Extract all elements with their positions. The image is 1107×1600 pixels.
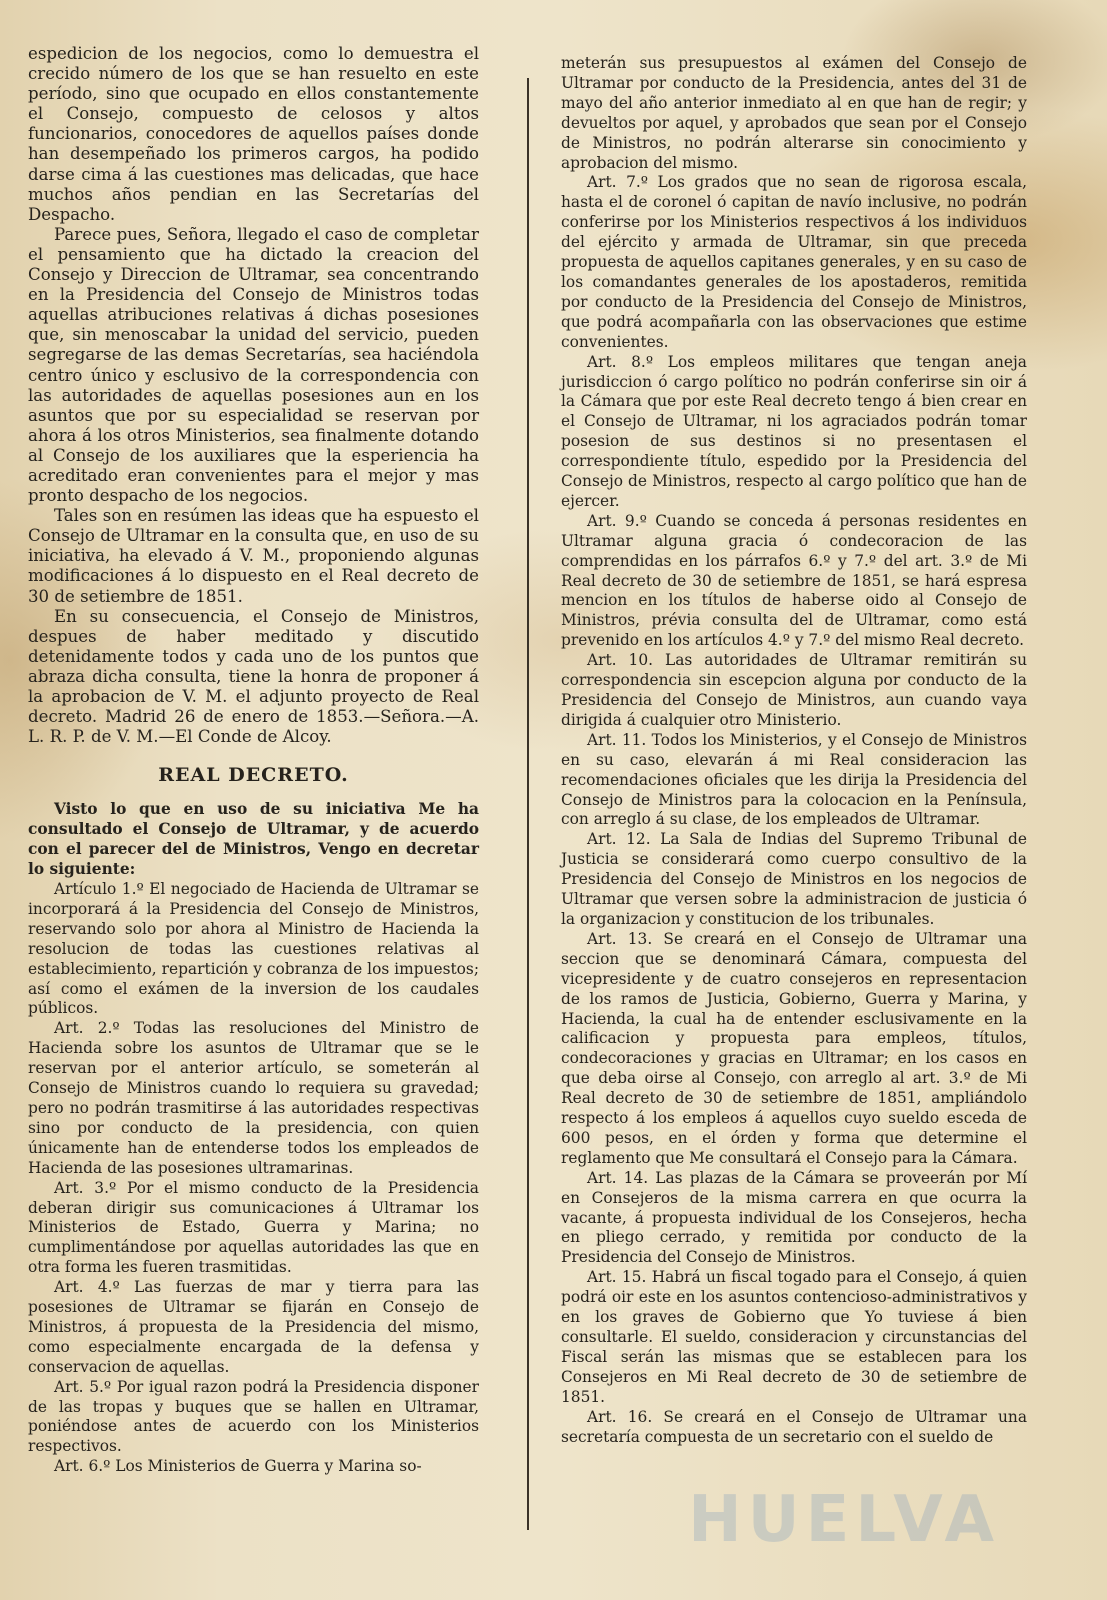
column-divider xyxy=(527,78,529,1530)
decree-article: Art. 2.º Todas las resoluciones del Ministro de Hacienda sobre los asuntos de Ultramar que se le reservan por el anterior artículo, se someterán al Consejo de Ministros cuando lo requiera su gravedad; pero no podrán trasmitirse á las autoridades respectivas sino por conducto de la presidencia, con quien únicamente han de entenderse todos los empleados de Hacienda de las posesiones ultramarinas. xyxy=(28,1019,479,1177)
paragraph: Parece pues, Señora, llegado el caso de completar el pensamiento que ha dictado la creacion del Consejo y Direccion de Ultramar, sea concentrando en la Presidencia del Consejo de Ministros todas aquellas atribuciones relativas á dichas posesiones que, sin menoscabar la unidad del servicio, pueden segregarse de las demas Secretarías, sea haciéndola centro único y esclusivo de la correspondencia con las autoridades de aquellas posesiones aun en los asuntos que por su especialidad se reservan por ahora á los otros Ministerios, sea finalmente dotando al Consejo de los auxiliares que la esperiencia ha acreditado eran convenientes para el mejor y mas pronto despacho de los negocios. xyxy=(28,224,479,506)
decree-article: Art. 11. Todos los Ministerios, y el Consejo de Ministros en su caso, elevarán á mi Real consideracion las recomendaciones oficiales que les dirija la Presidencia del Consejo de Ministros para la colocacion en la Península, con arreglo á su clase, de los empleados de Ultramar. xyxy=(561,730,1027,829)
decree-article: Art. 8.º Los empleos militares que tengan aneja jurisdiccion ó cargo político no podrán conferirse sin oir á la Cámara que por este Real decreto tengo á bien crear en el Consejo de Ultramar, ni los agraciados podrán tomar posesion de sus destinos si no presentasen el correspondiente título, espedido por la Presidencia del Consejo de Ministros, respecto al cargo político que han de ejercer. xyxy=(561,352,1027,510)
decree-article: Art. 6.º Los Ministerios de Guerra y Marina so- xyxy=(54,1457,422,1476)
section-heading: REAL DECRETO. xyxy=(158,764,349,787)
decree-article: Artículo 1.º El negociado de Hacienda de Ultramar se incorporará á la Presidencia del Consejo de Ministros, reservando solo por ahora al Ministro de Hacienda la resolucion de todas las cuestiones relativas al establecimiento, repartición y cobranza de los impuestos; así como el exámen de la inversion de los caudales públicos. xyxy=(28,880,479,1018)
paragraph: En su consecuencia, el Consejo de Ministros, despues de haber meditado y discutido detenidamente todos y cada uno de los puntos que abraza dicha consulta, tiene la honra de proponer á la aprobacion de V. M. el adjunto proyecto de Real decreto. Madrid 26 de enero de 1853.—Señora.—A. L. R. P. de V. M.—El Conde de Alcoy. xyxy=(28,606,479,747)
right-column xyxy=(561,54,1027,1447)
paragraph: Tales son en resúmen las ideas que ha espuesto el Consejo de Ultramar en la consulta que, en uso de su iniciativa, ha elevado á V. M., proponiendo algunas modificaciones á lo dispuesto en el Real decreto de 30 de setiembre de 1851. xyxy=(28,506,479,606)
decree-article: Art. 4.º Las fuerzas de mar y tierra para las posesiones de Ultramar se fijarán en Consejo de Ministros, á propuesta de la Presidencia del mismo, como especialmente encargada de la defensa y conservacion de aquellas. xyxy=(28,1278,479,1376)
decree-article: Art. 10. Las autoridades de Ultramar remitirán su correspondencia sin escepcion alguna por conducto de la Presidencia del Consejo de Ministros, aun cuando vaya dirigida á cualquier otro Ministerio. xyxy=(561,651,1027,729)
decree-article: Art. 13. Se creará en el Consejo de Ultramar una seccion que se denominará Cámara, compuesta del vicepresidente y de cuatro consejeros en representacion de los ramos de Justicia, Gobierno, Guerra y Marina, y Hacienda, la cual ha de entender esclusivamente en la calificacion y propuesta para empleos, títulos, condecoraciones y gracias en Ultramar; en los casos en que deba oirse al Consejo, con arreglo al art. 3.º de Mi Real decreto de 30 de setiembre de 1851, ampliándolo respecto á los empleos á aquellos cuyo sueldo esceda de 600 pesos, en el órden y forma que determine el reglamento que Me consultará el Consejo para la Cámara. xyxy=(561,929,1027,1167)
decree-article: Art. 5.º Por igual razon podrá la Presidencia disponer de las tropas y buques que se hallen en Ultramar, poniéndose antes de acuerdo con los Ministerios respectivos. xyxy=(28,1377,479,1456)
left-column xyxy=(28,44,479,1477)
decree-article: Art. 14. Las plazas de la Cámara se proveerán por Mí en Consejeros de la misma carrera en que ocurra la vacante, á propuesta individual de los Consejeros, hecha en pliego cerrado, y remitida por conducto de la Presidencia del Consejo de Ministros. xyxy=(561,1168,1027,1267)
decree-article: Art. 9.º Cuando se conceda á personas residentes en Ultramar alguna gracia ó condecoracion de las comprendidas en los párrafos 6.º y 7.º del art. 3.º de Mi Real decreto de 30 de setiembre de 1851, se hará espresa mencion en los títulos de haberse oido al Consejo de Ministros, prévia consulta del de Ultramar, como está prevenido en los artículos 4.º y 7.º del mismo Real decreto. xyxy=(561,511,1027,650)
decree-preamble: Visto lo que en uso de su iniciativa Me ha consultado el Consejo de Ultramar, y de acuerdo con el parecer del de Ministros, Vengo en decretar lo siguiente: xyxy=(28,800,479,879)
decree-article: Art. 7.º Los grados que no sean de rigorosa escala, hasta el de coronel ó capitan de navío inclusive, no podrán conferirse por los Ministerios respectivos á los individuos del ejército y armada de Ultramar, sin que preceda propuesta de aquellos capitanes generales, y en su caso de los comandantes generales de los apostaderos, remitida por conducto de la Presidencia del Consejo de Ministros, que podrá acompañarla con las observaciones que estime convenientes. xyxy=(561,173,1027,351)
decree-text xyxy=(28,800,479,1477)
decree-article: Art. 12. La Sala de Indias del Supremo Tribunal de Justicia se considerará como cuerpo consultivo de la Presidencia del Consejo de Ministros en los negocios de Ultramar que versen sobre la administracion de justicia ó la organizacion y constitucion de los tribunales. xyxy=(561,830,1027,928)
decree-article: Art. 3.º Por el mismo conducto de la Presidencia deberan dirigir sus comunicaciones á Ultramar los Ministerios de Estado, Guerra y Marina; no cumplimentándose por aquellas autoridades las que en otra forma les fueren trasmitidas. xyxy=(28,1178,479,1277)
decree-article: meterán sus presupuestos al exámen del Consejo de Ultramar por conducto de la Presidencia, antes del 31 de mayo del año anterior inmediato al en que han de regir; y devueltos por aquel, y aprobados que sean por el Consejo de Ministros, no podrán alterarse sin conocimiento y aprobacion del mismo. xyxy=(561,54,1027,172)
paragraph: espedicion de los negocios, como lo demuestra el crecido número de los que se han resuelto en este período, sino que ocupado en ellos constantemente el Consejo, compuesto de celosos y altos funcionarios, conocedores de aquellos países donde han desempeñado los primeros cargos, ha podido darse cima á las cuestiones mas delicadas, que hace muchos años pendian en las Secretarías del Despacho. xyxy=(28,44,479,224)
decree-article: Art. 16. Se creará en el Consejo de Ultramar una secretaría compuesta de un secretario con el sueldo de xyxy=(561,1407,1027,1446)
decree-article: Art. 15. Habrá un fiscal togado para el Consejo, á quien podrá oir este en los asuntos contencioso-administrativos y en los graves de Gobierno que Yo tuviese á bien consultarle. El sueldo, consideracion y circunstancias del Fiscal serán las mismas que se establecen para los Consejeros en Mi Real decreto de 30 de setiembre de 1851. xyxy=(561,1268,1027,1406)
library-watermark: HUELVA xyxy=(688,1483,1000,1557)
